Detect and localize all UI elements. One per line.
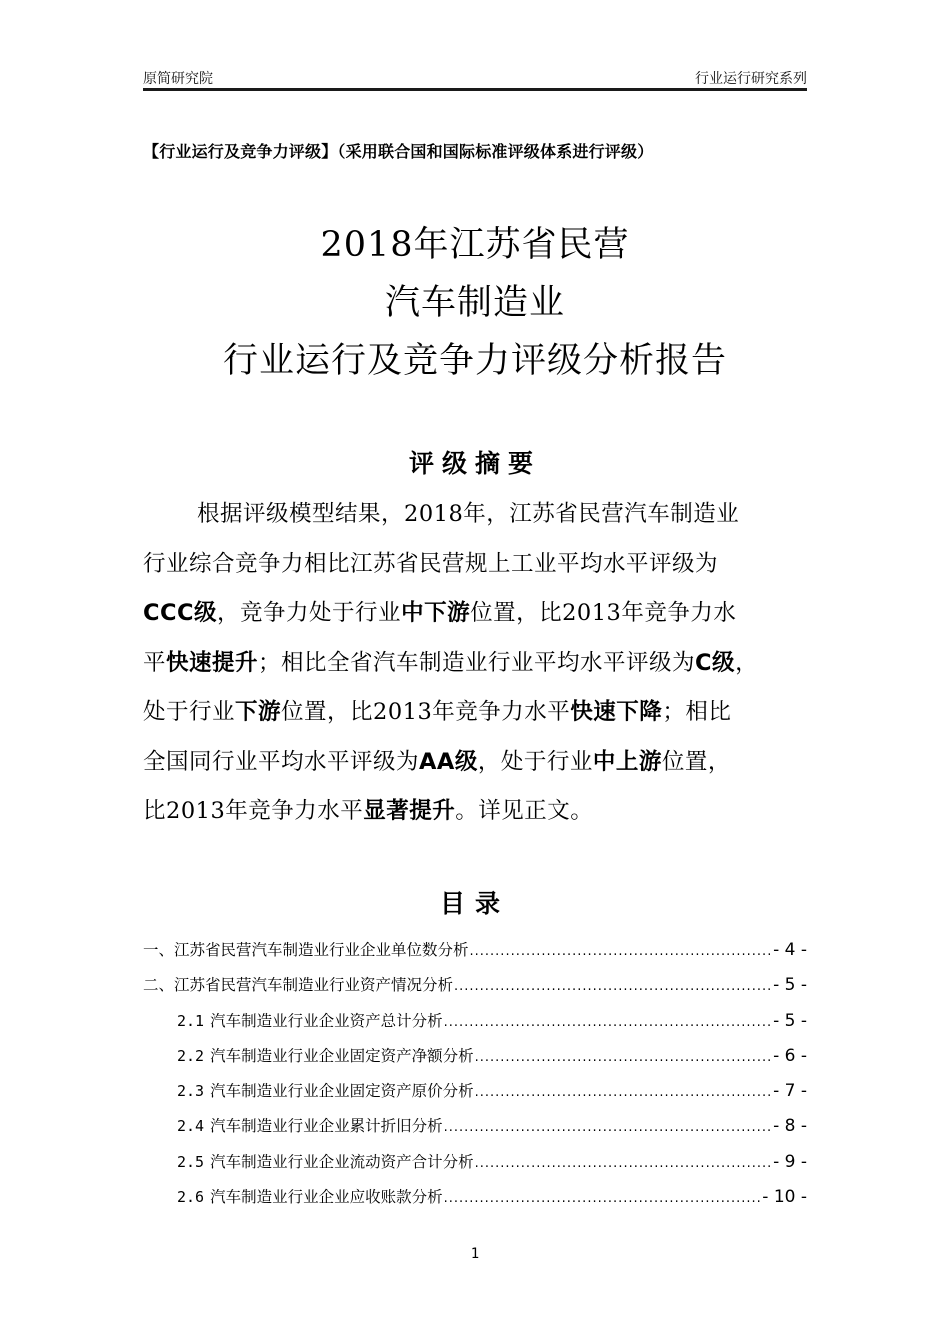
summary-line	[143, 589, 833, 639]
toc-heading: 目录	[439, 889, 510, 918]
toc-dot-leader	[470, 944, 773, 959]
summary-text: 位置，比2013年竞争力水平	[281, 699, 571, 725]
summary-emphasis: 中上游	[592, 748, 662, 775]
toc-entry-number: 2.5	[177, 1152, 205, 1171]
toc-entry-number: 2.3	[177, 1082, 205, 1101]
rating-tag-line: 【行业运行及竞争力评级】（采用联合国和国际标准评级体系进行评级）	[143, 142, 654, 161]
toc-dot-leader	[454, 979, 772, 994]
toc-entry[interactable]	[143, 1185, 807, 1220]
toc-entry-label: 一、江苏省民营汽车制造业行业企业单位数分析	[143, 941, 469, 959]
toc-entry-label: 汽车制造业行业企业资产总计分析	[210, 1011, 443, 1030]
toc-entry-page: - 8 -	[773, 1116, 807, 1137]
summary-text: ，	[735, 649, 759, 676]
summary-emphasis: C级	[695, 649, 736, 676]
header-divider	[143, 88, 807, 91]
toc-entry-number: 2.6	[177, 1188, 205, 1207]
toc-entry-page: - 7 -	[773, 1081, 807, 1102]
summary-line	[143, 688, 833, 738]
toc-entry-page: - 6 -	[773, 1045, 807, 1066]
toc-entry-label: 汽车制造业行业企业累计折旧分析	[210, 1117, 443, 1136]
summary-text: ，处于行业	[477, 748, 593, 775]
summary-emphasis: AA级	[419, 748, 478, 775]
title-line-2: 汽车制造业	[384, 283, 565, 323]
toc-entry-number: 2.2	[177, 1046, 205, 1065]
summary-emphasis: 快速提升	[166, 649, 259, 676]
toc-dot-leader	[444, 1191, 762, 1206]
summary-text: 比2013年竞争力水平	[143, 798, 364, 824]
toc-entry[interactable]	[143, 973, 807, 1008]
toc-entry-label: 二、江苏省民营汽车制造业行业资产情况分析	[143, 976, 454, 995]
summary-text: ；相比全省汽车制造业行业平均水平评级为	[258, 649, 696, 676]
summary-line	[143, 639, 833, 689]
toc-entry-page: - 10 -	[762, 1187, 807, 1208]
title-line-3: 行业运行及竞争力评级分析报告	[222, 341, 727, 381]
toc-entry-label: 汽车制造业行业企业固定资产原价分析	[210, 1082, 474, 1101]
summary-text: 处于行业	[143, 699, 236, 725]
toc-entry-page: - 4 -	[773, 940, 807, 960]
toc-entry[interactable]	[143, 1044, 807, 1079]
header-series: 行业运行研究系列	[695, 71, 807, 87]
toc-dot-leader	[475, 1156, 772, 1171]
page-number: 1	[470, 1246, 480, 1262]
summary-text: 全国同行业平均水平评级为	[143, 748, 420, 775]
toc-dot-leader	[444, 1015, 772, 1030]
summary-heading: 评级摘要	[408, 449, 541, 478]
page-header	[143, 66, 807, 88]
toc-entry[interactable]	[143, 1114, 807, 1149]
summary-line	[143, 490, 833, 540]
table-of-contents	[143, 938, 807, 1220]
summary-line	[143, 540, 833, 590]
summary-emphasis: 快速下降	[570, 699, 663, 725]
toc-entry[interactable]	[143, 1150, 807, 1185]
summary-emphasis: 显著提升	[363, 798, 456, 824]
toc-entry[interactable]	[143, 1009, 807, 1044]
report-title	[0, 216, 950, 390]
toc-entry-page: - 5 -	[773, 975, 807, 996]
summary-text: 。详见正文。	[455, 798, 594, 824]
toc-entry-number: 2.1	[177, 1011, 205, 1030]
summary-paragraph	[143, 490, 833, 837]
toc-entry[interactable]	[143, 1079, 807, 1114]
summary-text: ，竞争力处于行业	[217, 600, 402, 626]
toc-entry-page: - 9 -	[773, 1151, 807, 1172]
title-line-1: 2018年江苏省民营	[320, 225, 630, 265]
toc-dot-leader	[444, 1120, 772, 1135]
toc-dot-leader	[475, 1085, 772, 1100]
toc-entry-number: 2.4	[177, 1117, 205, 1136]
summary-text: ；相比	[662, 699, 732, 725]
summary-text: 行业综合竞争力相比江苏省民营规上工业平均水平评级为	[143, 550, 719, 577]
summary-emphasis: 中下游	[401, 600, 471, 626]
toc-entry-label: 汽车制造业行业企业流动资产合计分析	[210, 1152, 474, 1171]
toc-entry[interactable]	[143, 938, 807, 973]
toc-entry-label: 汽车制造业行业企业固定资产净额分析	[210, 1046, 474, 1065]
toc-entry-page: - 5 -	[773, 1010, 807, 1031]
summary-line	[143, 738, 833, 788]
toc-dot-leader	[475, 1050, 772, 1065]
summary-text: 位置，	[661, 748, 731, 775]
summary-text: 平	[143, 649, 167, 676]
summary-emphasis: CCC级	[143, 600, 218, 626]
summary-text: 位置，比2013年竞争力水	[470, 600, 737, 626]
toc-entry-label: 汽车制造业行业企业应收账款分析	[210, 1188, 443, 1207]
header-publisher: 原简研究院	[143, 71, 213, 87]
summary-text: 根据评级模型结果，2018年，江苏省民营汽车制造业	[197, 501, 740, 527]
summary-line	[143, 787, 833, 837]
summary-emphasis: 下游	[235, 699, 282, 725]
